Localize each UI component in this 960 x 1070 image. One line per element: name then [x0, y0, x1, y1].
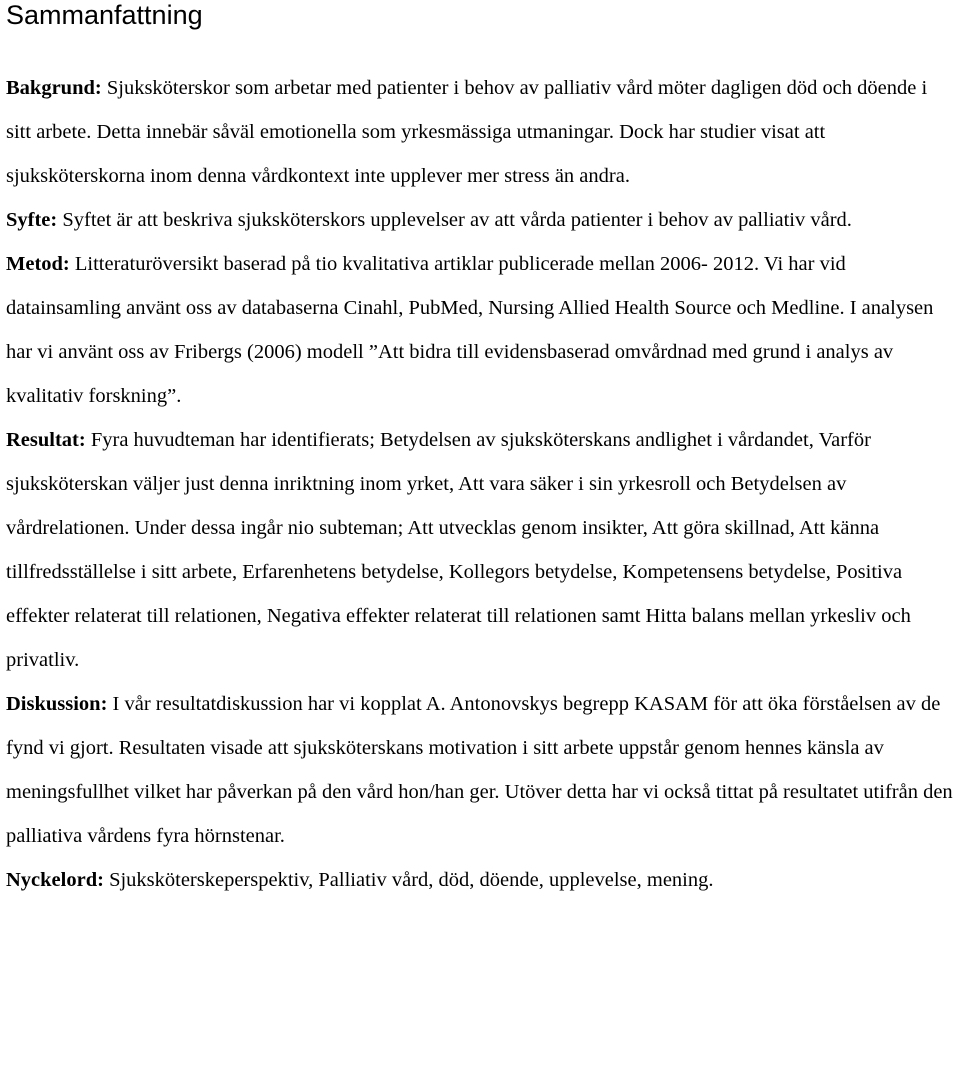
section-resultat: [6, 418, 956, 682]
section-label: Bakgrund:: [6, 77, 102, 99]
page-title: Sammanfattning: [6, 0, 203, 30]
section-metod: [6, 242, 956, 418]
section-text: Sjuksköterskeperspektiv, Palliativ vård, död, döende, upplevelse, mening.: [103, 869, 714, 891]
section-syfte: [6, 198, 956, 242]
section-label: Nyckelord:: [6, 869, 104, 891]
section-text: Fyra huvudteman har identifierats; Betydelsen av sjuksköterskans andlighet i vårdandet, Varför sjuksköterskan väljer just denna inriktning inom yrket, Att vara säker i sin yrkesroll och Betydelsen av vårdrelationen. Under dessa ingår nio subteman; Att utvecklas genom insikter, Att göra skillnad, Att känna tillfredsställelse i sitt arbete, Erfarenhetens betydelse, Kollegors betydelse, Kompetensens betydelse, Positiva effekter relaterat till relationen, Negativa effekter relaterat till relationen samt Hitta balans mellan yrkesliv och privatliv.: [6, 429, 911, 671]
section-label: Resultat:: [6, 429, 86, 451]
summary-body: [6, 66, 956, 902]
section-label: Diskussion:: [6, 693, 108, 715]
section-diskussion: [6, 682, 956, 858]
section-text: Litteraturöversikt baserad på tio kvalitativa artiklar publicerade mellan 2006- 2012. Vi har vid datainsamling använt oss av databaserna Cinahl, PubMed, Nursing Allied Health Source och Medline. I analysen har vi använt oss av Fribergs (2006) modell ”Att bidra till evidensbaserad omvårdnad med grund i analys av kvalitativ forskning”.: [6, 253, 934, 407]
section-bakgrund: [6, 66, 956, 198]
section-label: Metod:: [6, 253, 70, 275]
section-label: Syfte:: [6, 209, 58, 231]
section-text: Syftet är att beskriva sjuksköterskors upplevelser av att vårda patienter i behov av palliativ vård.: [57, 209, 852, 231]
section-text: Sjuksköterskor som arbetar med patienter i behov av palliativ vård möter dagligen död och döende i sitt arbete. Detta innebär såväl emotionella som yrkesmässiga utmaningar. Dock har studier visat att sjuksköterskorna inom denna vårdkontext inte upplever mer stress än andra.: [6, 77, 928, 187]
section-nyckelord: [6, 858, 956, 902]
section-text: I vår resultatdiskussion har vi kopplat A. Antonovskys begrepp KASAM för att öka förståelsen av de fynd vi gjort. Resultaten visade att sjuksköterskans motivation i sitt arbete uppstår genom hennes känsla av meningsfullhet vilket har påverkan på den vård hon/han ger. Utöver detta har vi också tittat på resultatet utifrån den palliativa vårdens fyra hörnstenar.: [6, 693, 953, 847]
